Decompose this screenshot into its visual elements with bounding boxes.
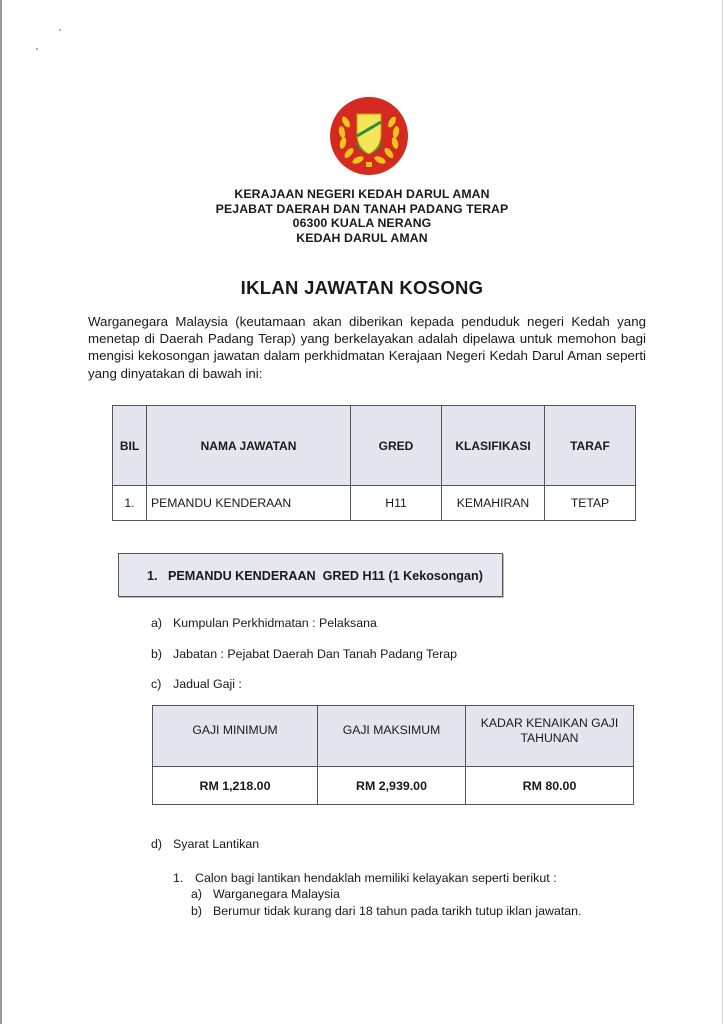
page-scan-edge-left (0, 0, 2, 1024)
cell-gred: H11 (351, 486, 442, 521)
section-heading: 1. PEMANDU KENDERAAN GRED H11 (1 Kekosongan) (147, 569, 483, 583)
item-text: Jabatan : Pejabat Daerah Dan Tanah Padang Terap (173, 647, 458, 661)
col-header-taraf: TARAF (545, 406, 636, 486)
letterhead-line: KEDAH DARUL AMAN (296, 230, 428, 245)
item-label: b) (151, 647, 163, 661)
page-title: IKLAN JAWATAN KOSONG (240, 277, 484, 298)
detail-item-jabatan (151, 647, 457, 661)
col-header-nama-jawatan: NAMA JAWATAN (147, 406, 351, 486)
item-label: a) (151, 616, 163, 630)
point-text: Calon bagi lantikan hendaklah memiliki kelayakan seperti berikut : (195, 871, 557, 885)
section-heading-box (118, 553, 503, 597)
col-header-gred: GRED (351, 406, 442, 486)
item-text: Syarat Lantikan (173, 837, 260, 851)
item-text: Kumpulan Perkhidmatan : Pelaksana (173, 616, 377, 630)
cell-taraf: TETAP (545, 486, 636, 521)
scan-speck (59, 29, 61, 31)
cell-gaji-minimum: RM 1,218.00 (153, 767, 318, 805)
sub-text: Warganegara Malaysia (213, 887, 340, 901)
table-header-row (153, 706, 634, 767)
salary-table (152, 705, 634, 805)
letterhead-line: 06300 KUALA NERANG (292, 216, 432, 231)
table-row (113, 486, 636, 521)
sub-label: a) (191, 887, 203, 901)
requirement-point-1 (173, 871, 557, 885)
detail-item-kumpulan (151, 616, 377, 630)
cell-kadar-kenaikan: RM 80.00 (466, 767, 634, 805)
scan-speck (36, 48, 38, 50)
sub-text: Berumur tidak kurang dari 18 tahun pada tarikh tutup iklan jawatan. (213, 904, 582, 918)
col-header-kadar-kenaikan: KADAR KENAIKAN GAJI TAHUNAN (466, 706, 634, 767)
table-row (153, 767, 634, 805)
requirement-sub-a (191, 887, 340, 901)
letterhead (0, 187, 724, 245)
col-header-gaji-minimum: GAJI MINIMUM (153, 706, 318, 767)
letterhead-line: PEJABAT DAERAH DAN TANAH PADANG TERAP (215, 201, 509, 216)
cell-nama-jawatan: PEMANDU KENDERAAN (147, 486, 351, 521)
point-number: 1. (173, 871, 184, 885)
intro-paragraph: Warganegara Malaysia (keutamaan akan diberikan kepada penduduk negeri Kedah yang menetap di Daerah Padang Terap) yang berkelayakan adalah dipelawa untuk memohon bagi mengisi kekosongan jawatan dalam perkhidmatan Kerajaan Negeri Kedah Darul Aman seperti yang dinyatakan di bawah ini: (88, 314, 646, 381)
col-header-gaji-maksimum: GAJI MAKSIMUM (318, 706, 466, 767)
col-header-bil: BIL (113, 406, 147, 486)
cell-gaji-maksimum: RM 2,939.00 (318, 767, 466, 805)
item-label: c) (151, 677, 162, 691)
item-label: d) (151, 837, 163, 851)
sub-label: b) (191, 904, 203, 918)
page-scan-edge-right (722, 0, 723, 1024)
cell-klasifikasi: KEMAHIRAN (442, 486, 545, 521)
vacancy-table (112, 405, 636, 521)
table-header-row (113, 406, 636, 486)
requirement-sub-b (191, 904, 582, 918)
col-header-klasifikasi: KLASIFIKASI (442, 406, 545, 486)
kedah-crest-icon (329, 96, 409, 176)
letterhead-line: KERAJAAN NEGERI KEDAH DARUL AMAN (234, 187, 490, 201)
requirements-heading (151, 837, 259, 851)
detail-item-jadual-gaji (151, 677, 242, 691)
cell-bil: 1. (113, 486, 147, 521)
item-text: Jadual Gaji : (173, 677, 242, 691)
